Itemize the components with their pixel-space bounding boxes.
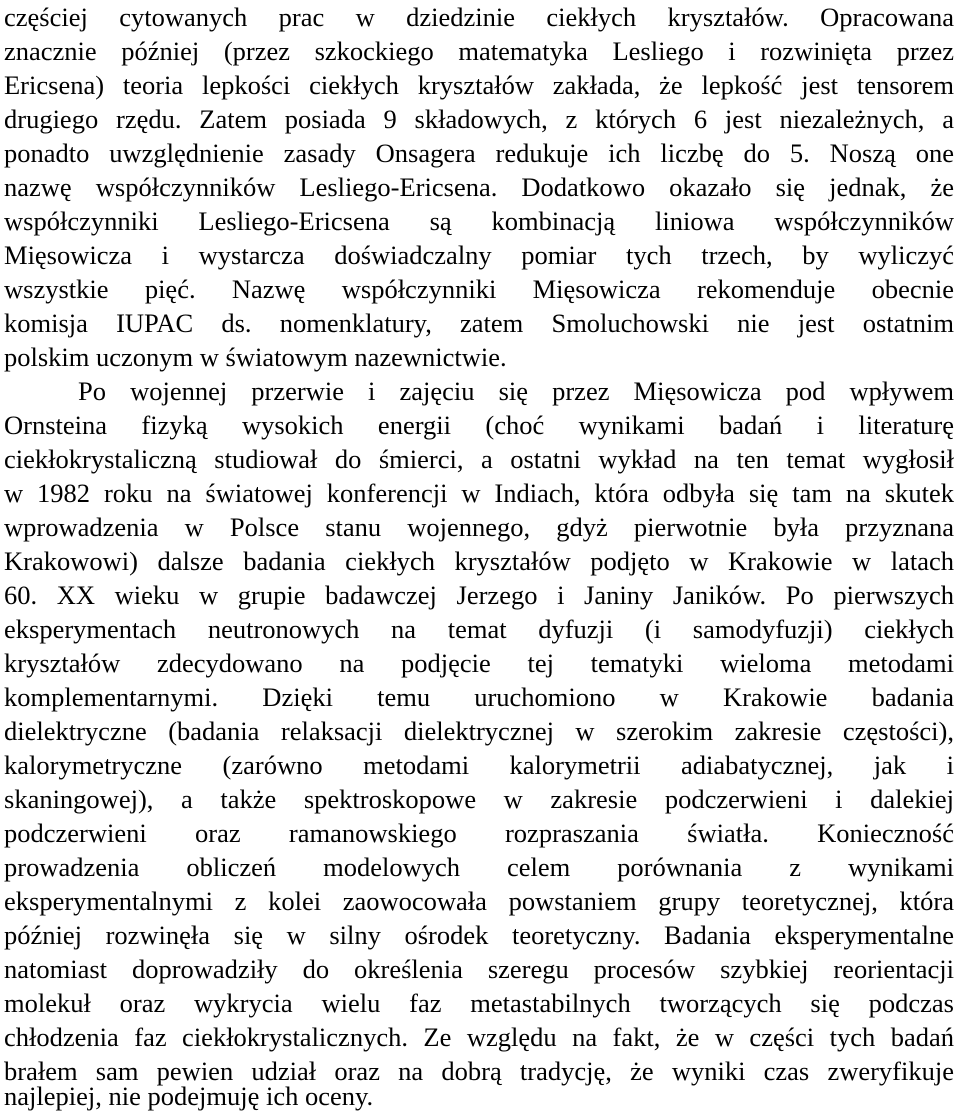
text-line: eksperymentach neutronowych na temat dyfuzji (i samodyfuzji) ciekłych — [4, 614, 954, 644]
text-line: eksperymentalnymi z kolei zaowocowała powstaniem grupy teoretycznej, która — [4, 886, 954, 916]
text-line: kryształów zdecydowano na podjęcie tej tematyki wieloma metodami — [4, 648, 954, 678]
text-line: natomiast doprowadziły do określenia szeregu procesów szybkiej reorientacji — [4, 954, 954, 984]
text-line: później rozwinęła się w silny ośrodek teoretyczny. Badania eksperymentalne — [4, 920, 954, 950]
text-line: komisja IUPAC ds. nomenklatury, zatem Smoluchowski nie jest ostatnim — [4, 308, 954, 338]
text-line: ponadto uwzględnienie zasady Onsagera redukuje ich liczbę do 5. Noszą one — [4, 138, 954, 168]
paragraph-end-line: najlepiej, nie podejmuję ich oceny. — [4, 1081, 374, 1111]
text-line: Ericsena) teoria lepkości ciekłych kryształów zakłada, że lepkość jest tensorem — [4, 70, 954, 100]
text-line: znacznie później (przez szkockiego matematyka Lesliego i rozwinięta przez — [4, 36, 954, 66]
text-line: chłodzenia faz ciekłokrystalicznych. Ze względu na fakt, że w części tych badań — [4, 1022, 954, 1052]
text-line: Ornsteina fizyką wysokich energii (choć wynikami badań i literaturę — [4, 410, 954, 440]
text-line: skaningowej), a także spektroskopowe w zakresie podczerwieni i dalekiej — [4, 784, 954, 814]
text-line: podczerwieni oraz ramanowskiego rozpraszania światła. Konieczność — [4, 818, 954, 848]
text-line: nazwę współczynników Lesliego-Ericsena. Dodatkowo okazało się jednak, że — [4, 172, 954, 202]
text-line: prowadzenia obliczeń modelowych celem porównania z wynikami — [4, 852, 954, 882]
text-line: ciekłokrystaliczną studiował do śmierci, a ostatni wykład na ten temat wygłosił — [4, 444, 954, 474]
text-line: 60. XX wieku w grupie badawczej Jerzego i Janiny Janików. Po pierwszych — [4, 580, 954, 610]
text-line: częściej cytowanych prac w dziedzinie ciekłych kryształów. Opracowana — [4, 2, 954, 32]
text-line: wszystkie pięć. Nazwę współczynniki Mięsowicza rekomenduje obecnie — [4, 274, 954, 304]
text-line: współczynniki Lesliego-Ericsena są kombinacją liniowa współczynników — [4, 206, 954, 236]
text-line: wprowadzenia w Polsce stanu wojennego, gdyż pierwotnie była przyznana — [4, 512, 954, 542]
text-line: Krakowowi) dalsze badania ciekłych kryształów podjęto w Krakowie w latach — [4, 546, 954, 576]
text-line: brałem sam pewien udział oraz na dobrą tradycję, że wyniki czas zweryfikuje — [4, 1056, 954, 1086]
paragraph-end-line: polskim uczonym w światowym nazewnictwie. — [4, 342, 507, 372]
text-line: molekuł oraz wykrycia wielu faz metastabilnych tworzących się podczas — [4, 988, 954, 1018]
text-line: kalorymetryczne (zarówno metodami kalorymetrii adiabatycznej, jak i — [4, 750, 954, 780]
text-line: dielektryczne (badania relaksacji dielektrycznej w szerokim zakresie częstości), — [4, 716, 954, 746]
text-line: Mięsowicza i wystarcza doświadczalny pomiar tych trzech, by wyliczyć — [4, 240, 954, 270]
text-line: w 1982 roku na światowej konferencji w Indiach, która odbyła się tam na skutek — [4, 478, 954, 508]
text-line: drugiego rzędu. Zatem posiada 9 składowych, z których 6 jest niezależnych, a — [4, 104, 954, 134]
text-line: komplementarnymi. Dzięki temu uruchomiono w Krakowie badania — [4, 682, 954, 712]
paragraph-first-line: Po wojennej przerwie i zajęciu się przez Mięsowicza pod wpływem — [78, 376, 954, 406]
